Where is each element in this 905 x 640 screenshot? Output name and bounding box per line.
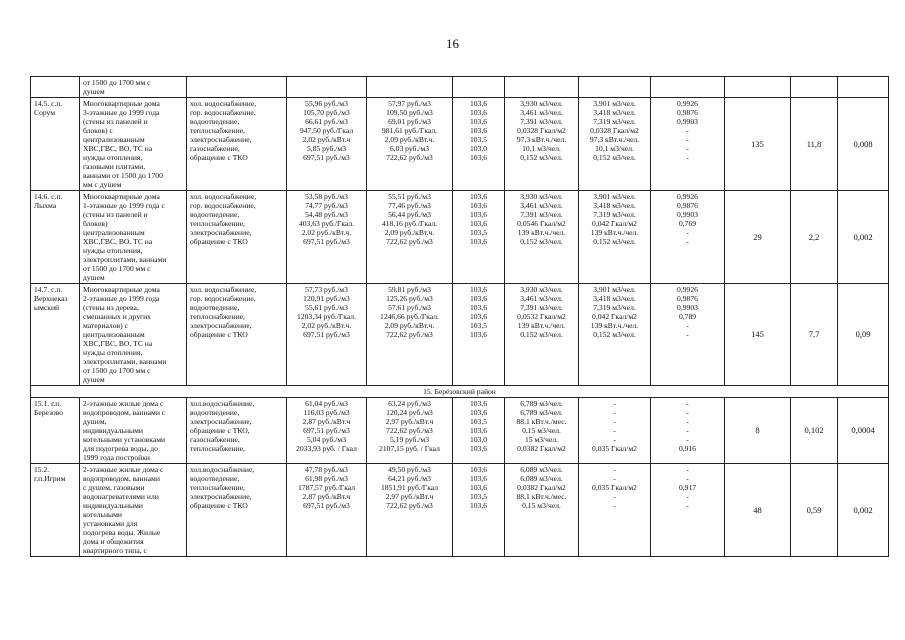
tariff-table (30, 76, 889, 557)
households-count: 135 (725, 98, 791, 191)
index-impact: 0,09 (838, 284, 889, 386)
growth-index: 103,6 103,6 103,6 103,6 103,5 103,6 (453, 191, 505, 284)
row-number: 14.7. с.п. Верхнеказ ымский (31, 284, 80, 386)
households-count: 145 (725, 284, 791, 386)
norm-1: 6,789 м3/чел. 6,789 м3/чел. 88,1 кВт.ч./мес. 0,15 м3/чел. 15 м3/чел. 0,0382 Гкал/м2 (505, 398, 579, 464)
row-number: 14.5. с.п. Сорум (31, 98, 80, 191)
tariff-new: 59,81 руб./м3 125,26 руб./м3 57,61 руб./м3 1246,66 руб./Гкал. 2,09 руб./кВт.ч. 722,62 руб./м3 (367, 284, 453, 386)
households-count: 29 (725, 191, 791, 284)
norm-2: 3,901 м3/чел. 3,418 м3/чел. 7,319 м3/чел. 0,042 Гкал/м2 139 кВт.ч./чел. 0,152 м3/чел. (579, 191, 651, 284)
house-type: 2-этажные жилые дома с водопроводом, ваннами с душем, индивидуальными котельными установками для подогрева воды, до 1999 года постройки (80, 398, 187, 464)
house-type: Многоквартирные дома 3-этажные до 1999 года (стены из панелей и блоков) с централизованным ХВС,ГВС, ВО, ТС на нужды отопления, газовыми плитами, ваннами от 1500 до 1700 мм с душем (80, 98, 187, 191)
coefficient: 0,9926 0,9876 0,9903 0,769 - - (651, 191, 725, 284)
table-row (31, 98, 889, 191)
norm-2: 3,901 м3/чел. 3,418 м3/чел. 7,319 м3/чел. 0,0328 Гкал/м2 97,3 кВт.ч./чел. 10,1 м3/чел. 0,152 м3/чел. (579, 98, 651, 191)
tariff-new: 49,50 руб./м3 64,21 руб./м3 1851,91 руб./Гкал 2,97 руб./кВт.ч 722,62 руб./м3 (367, 464, 453, 557)
tariff-old: 47,78 руб./м3 61,98 руб./м3 1787,57 руб./Гкал 2,87 руб./кВт.ч 697,51 руб./м3 (287, 464, 367, 557)
row-number: 15.1. г.п. Березово (31, 398, 80, 464)
tariff-old: 61,04 руб./м3 116,03 руб./м3 2,87 руб./кВт.ч 697,51 руб./м3 5,04 руб./м3 2033,93 руб. / Гкал (287, 398, 367, 464)
tariff-new: 57,97 руб./м3 109,50 руб./м3 69,01 руб./м3 981,61 руб./Гкал. 2,09 руб./кВт.ч. 6,03 руб./м3 722,62 руб./м3 (367, 98, 453, 191)
coefficient: - - - - - 0,916 (651, 398, 725, 464)
services-list: хол. водоснабжение, гор. водоснабжение, водоотведение, теплоснабжение, электроснабжение, обращение с ТКО (187, 284, 287, 386)
table-row (31, 398, 889, 464)
population-share: 7,7 (791, 284, 838, 386)
population-share: 11,8 (791, 98, 838, 191)
table-row (31, 191, 889, 284)
index-impact: 0,002 (838, 464, 889, 557)
services-list: хол.водоснабжение, водоотведение, электроснабжение, обращение с ТКО, газоснабжение, теплоснабжение, (187, 398, 287, 464)
norm-2: 3,901 м3/чел. 3,418 м3/чел. 7,319 м3/чел. 0,042 Гкал/м2 139 кВт.ч./чел. 0,152 м3/чел. (579, 284, 651, 386)
growth-index: 103,6 103,6 103,6 103,6 103,5 103,6 (453, 284, 505, 386)
norm-1: 6,089 м3/чел. 6,089 м3/чел. 0,0382 Гкал/м2 88,1 кВт.ч./мес. 0,15 м3/чел. (505, 464, 579, 557)
population-share: 2,2 (791, 191, 838, 284)
continuation-row (31, 77, 889, 98)
population-share: 0,59 (791, 464, 838, 557)
growth-index: 103,6 103,6 103,6 103,6 103,5 103,0 103,6 (453, 98, 505, 191)
households-count: 8 (725, 398, 791, 464)
coefficient: - - 0,917 - - (651, 464, 725, 557)
page-number: 16 (446, 36, 459, 51)
tariff-new: 55,51 руб./м3 77,46 руб./м3 56,44 руб./м3 418,16 руб./Гкал. 2,09 руб./кВт.ч. 722,62 руб./м3 (367, 191, 453, 284)
row-number: 14.6. с.п. Лыхма (31, 191, 80, 284)
table-row (31, 284, 889, 386)
population-share: 0,102 (791, 398, 838, 464)
tariff-new: 63,24 руб./м3 120,24 руб./м3 2,97 руб./кВт.ч 722,62 руб./м3 5,19 руб./м3 2107,15 руб. / Гкал (367, 398, 453, 464)
house-type: Многоквартирные дома 2-этажные до 1999 года (стены из дерева, смешанных и других материалов) с централизованным ХВС,ГВС, ВО, ТС на нужды отопления, электроплитами, ваннами от 1500 до 1700 мм с душем (80, 284, 187, 386)
growth-index: 103,6 103,6 103,6 103,5 103,6 (453, 464, 505, 557)
services-list: хол. водоснабжение, гор. водоснабжение, водоотведение, теплоснабжение, электроснабжение, обращение с ТКО (187, 191, 287, 284)
house-type: Многоквартирные дома 1-этажные до 1999 года с (стены из панелей и блоков) централизованным ХВС,ГВС, ВО, ТС на нужды отопления, электроплитами, ваннами от 1500 до 1700 мм с душем (80, 191, 187, 284)
services-list: хол. водоснабжение, гор. водоснабжение, водоотведение, теплоснабжение, электроснабжение, газоснабжение, обращение с ТКО (187, 98, 287, 191)
house-type: 2-этажные жилые дома с водопроводом, ваннами с душем, газовыми водонагревателями или индивидуальными котельными установками для подогрева воды. Жилые дома и общежития квартирного типа, с (80, 464, 187, 557)
section-title: 15. Берёзовский район (31, 386, 889, 398)
tariff-old: 53,58 руб./м3 74,77 руб./м3 54,48 руб./м3 403,63 руб./Гкал. 2,02 руб./кВт.ч. 697,51 руб./м3 (287, 191, 367, 284)
table-row (31, 464, 889, 557)
norm-1: 3,930 м3/чел. 3,461 м3/чел. 7,391 м3/чел. 0,0328 Гкал/м2 97,3 кВт.ч./чел. 10,1 м3/чел. 0,152 м3/чел. (505, 98, 579, 191)
index-impact: 0,008 (838, 98, 889, 191)
tariff-old: 57,73 руб./м3 120,91 руб./м3 55,61 руб./м3 1203,34 руб./Гкал. 2,02 руб./кВт.ч. 697,51 руб./м3 (287, 284, 367, 386)
norm-1: 3,930 м3/чел. 3,461 м3/чел. 7,391 м3/чел. 0,0546 Гкал/м2 139 кВт.ч./чел. 0,152 м3/чел. (505, 191, 579, 284)
households-count: 48 (725, 464, 791, 557)
norm-2: - - - - - 0,035 Гкал/м2 (579, 398, 651, 464)
growth-index: 103,6 103,6 103,5 103,6 103,0 103,6 (453, 398, 505, 464)
tariff-old: 55,96 руб./м3 105,70 руб./м3 66,61 руб./м3 947,50 руб./Гкал 2,02 руб./кВт.ч 5,85 руб./м3 697,51 руб./м3 (287, 98, 367, 191)
section-row (31, 386, 889, 398)
index-impact: 0,002 (838, 191, 889, 284)
norm-2: - - 0,035 Гкал/м2 - - (579, 464, 651, 557)
row-number: 15.2. г.п.Игрим (31, 464, 80, 557)
coefficient: 0,9926 0,9876 0,9903 0,789 - - (651, 284, 725, 386)
services-list: хол.водоснабжение, водоотведение, теплоснабжение, электроснабжение, обращение с ТКО (187, 464, 287, 557)
index-impact: 0,0004 (838, 398, 889, 464)
continuation-text: от 1500 до 1700 мм с душем (80, 77, 187, 98)
coefficient: 0,9926 0,9876 0,9903 - - - - (651, 98, 725, 191)
norm-1: 3,930 м3/чел. 3,461 м3/чел. 7,391 м3/чел. 0,0532 Гкал/м2 139 кВт.ч./чел. 0,152 м3/чел. (505, 284, 579, 386)
